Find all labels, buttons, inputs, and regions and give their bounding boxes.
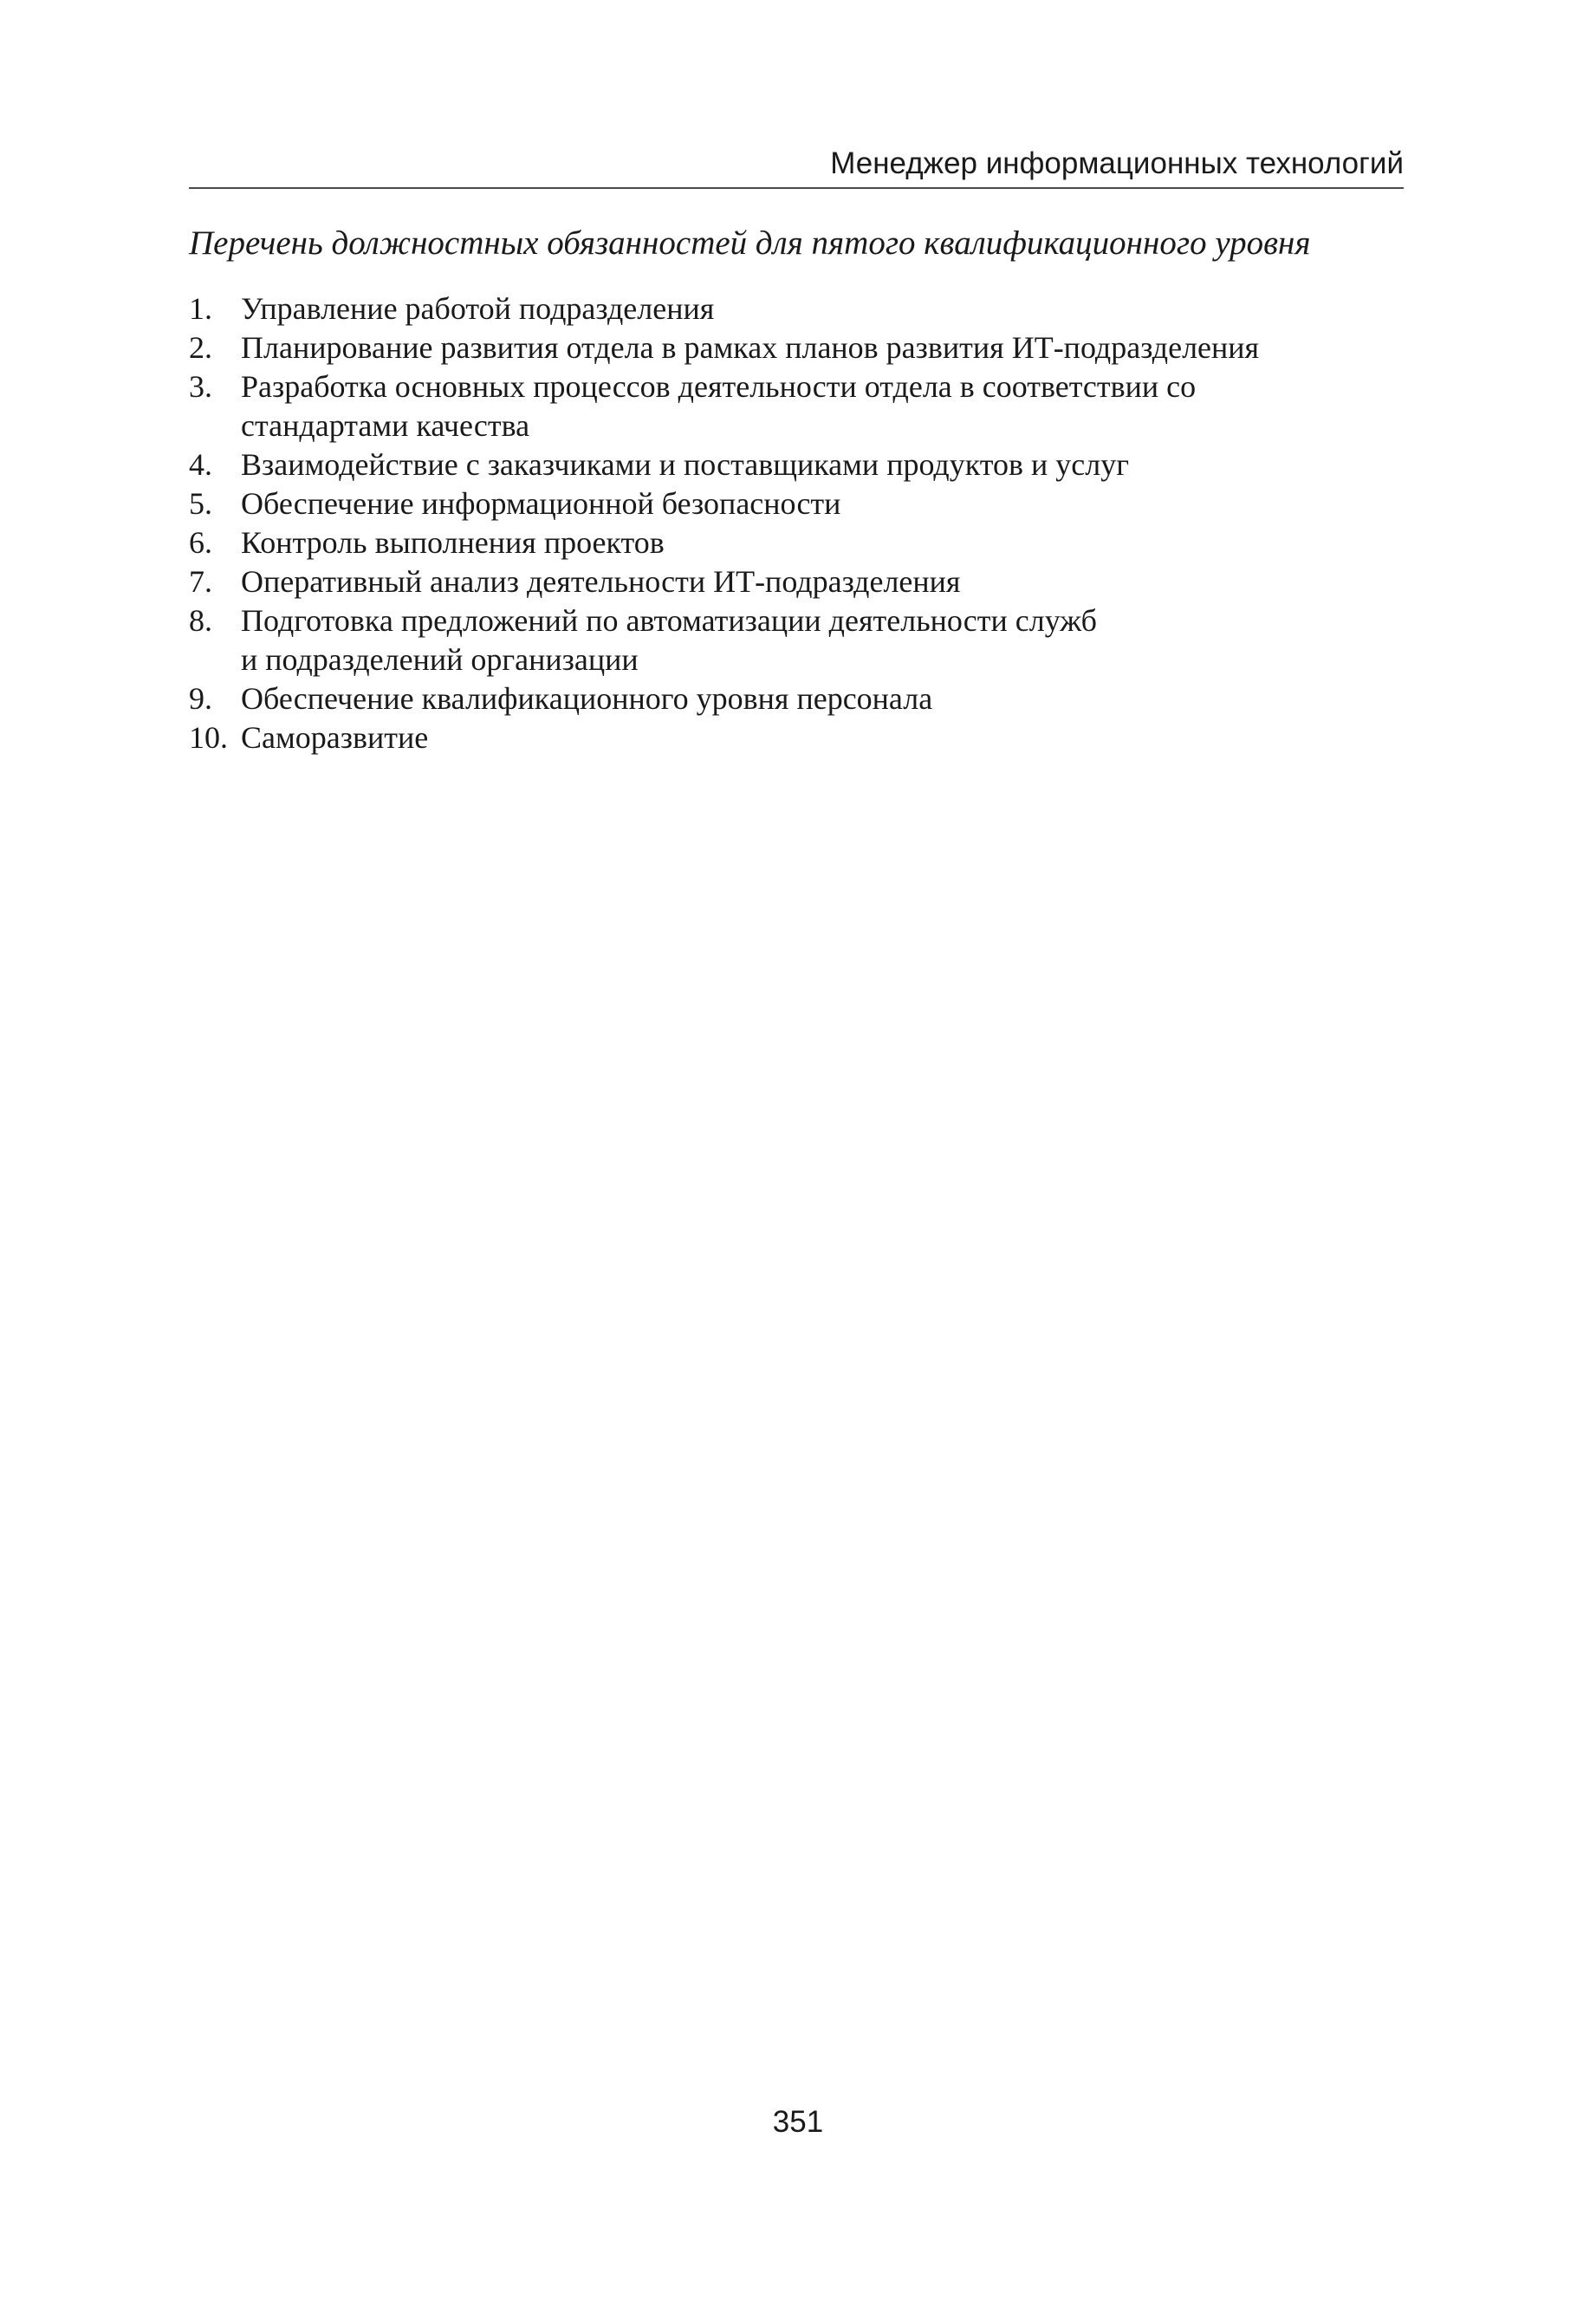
list-item <box>189 601 1419 679</box>
header-rule <box>189 187 1404 189</box>
list-item-text: Саморазвитие <box>241 720 429 755</box>
list-item-number: 3. <box>189 369 212 404</box>
list-item-text: Разработка основных процессов деятельности отдела в соответствии со стандартами качества <box>241 369 1197 443</box>
list-item <box>189 328 1419 367</box>
list-item-text: Контроль выполнения проектов <box>241 525 665 560</box>
list-item-number: 5. <box>189 486 212 521</box>
list-item-text: Оперативный анализ деятельности ИТ-подразделения <box>241 564 961 599</box>
list-item-number: 4. <box>189 447 212 482</box>
list-item <box>189 289 1419 328</box>
list-item-number: 2. <box>189 330 212 365</box>
list-item-text: Планирование развития отдела в рамках планов развития ИТ-подразделения <box>241 330 1260 365</box>
list-item <box>189 523 1419 562</box>
list-item <box>189 679 1419 718</box>
list-item-text: Обеспечение квалификационного уровня персонала <box>241 681 933 716</box>
list-item <box>189 484 1419 523</box>
list-item <box>189 718 1419 757</box>
list-item <box>189 445 1419 484</box>
list-item-number: 6. <box>189 525 212 560</box>
list-item-number: 1. <box>189 291 212 326</box>
list-item-text: Взаимодействие с заказчиками и поставщиками продуктов и услуг <box>241 447 1129 482</box>
section-title: Перечень должностных обязанностей для пятого квалификационного уровня <box>189 224 1311 262</box>
list-item <box>189 562 1419 601</box>
running-header: Менеджер информационных технологий <box>830 146 1404 180</box>
list-item-number: 8. <box>189 603 212 638</box>
page-number: 351 <box>772 2105 824 2139</box>
list-item-number: 10. <box>189 720 228 755</box>
list-item-number: 9. <box>189 681 212 716</box>
list-item-text: Обеспечение информационной безопасности <box>241 486 841 521</box>
list-item-text: Управление работой подразделения <box>241 291 715 326</box>
list-item-number: 7. <box>189 564 212 599</box>
list-item <box>189 367 1419 445</box>
duties-list <box>189 289 1419 757</box>
list-item-text: Подготовка предложений по автоматизации деятельности служб и подразделений организации <box>241 603 1097 677</box>
